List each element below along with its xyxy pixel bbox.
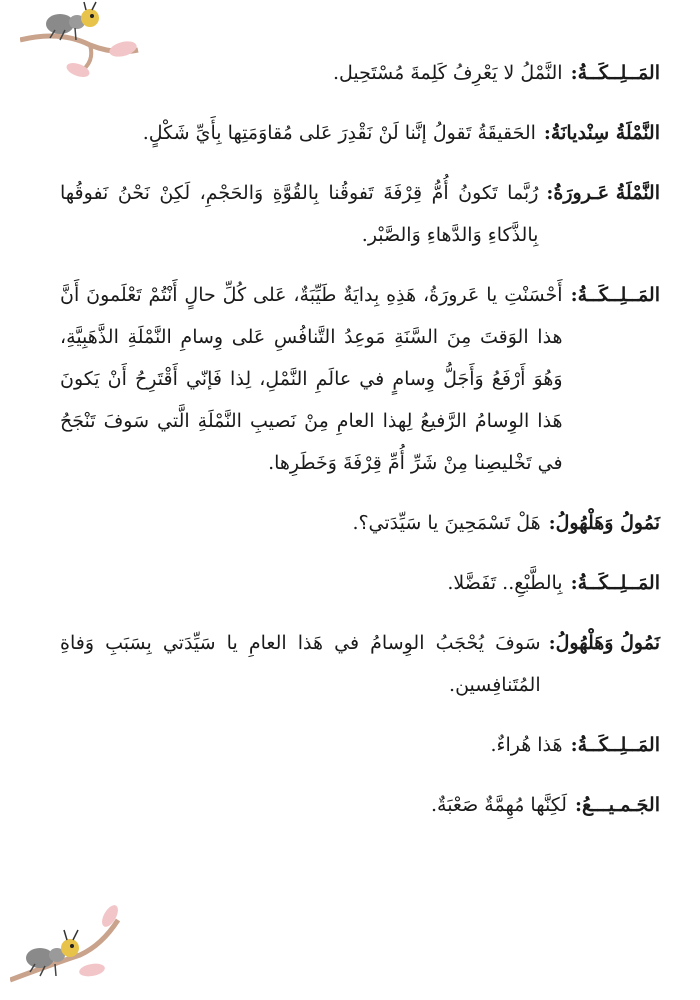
dialogue-turn [60,562,660,604]
ant-on-branch-illustration [10,900,120,990]
dialogue-line: النَّمْلُ لا يَعْرِفُ كَلِمةَ مُسْتَحِيل. [332,62,563,84]
dialogue-line: بِالطَّبْعِ.. تَفَضَّلا. [447,572,563,594]
speaker-name: المَــلِــكَــةُ: [570,284,660,306]
speaker-name: الجَـمـيـــعُ: [574,794,660,816]
dialogue-line: هَذا هُراءٌ. [490,734,563,756]
speaker-name: المَــلِــكَــةُ: [570,734,660,756]
dialogue-turn [60,622,660,706]
speaker-name: نَمُولُ وَهَلْهُولُ: [548,512,660,534]
dialogue-turn [60,724,660,766]
speaker-name: النَّمْلَةُ سِنْديانَةُ: [543,122,660,144]
speaker-name: نَمُولُ وَهَلْهُولُ: [548,632,660,654]
speaker-name: المَــلِــكَــةُ: [570,572,660,594]
dialogue-turn [60,52,660,94]
play-dialogue [60,52,660,844]
speaker-name: المَــلِــكَــةُ: [570,62,660,84]
dialogue-turn [60,274,660,484]
dialogue-line: أَحْسَنْتِ يا عَرورَةُ، هَذِهِ بِدايَةٌ طَيِّبَةٌ، عَلى كُلِّ حالٍ أَنْتُمْ تَعْلَمونَ أَنَّ هذا الوَقتَ مِنَ السَّنَةِ مَوعِدُ التَّنافُسِ عَلى وِسامِ النَّمْلَةِ الذَّهَبِيَّةِ، وَهُوَ أَرْفَعُ وَأَجَلُّ وِسامٍ في عالَمِ النَّمْلِ، لِذا فَإنّي أَقْتَرِحُ أَنْ يَكونَ هَذا الوِسامُ الرَّفيعُ لِهذا العامِ مِنْ نَصيبِ النَّمْلَةِ الَّتي سَوفَ تَنْجَحُ في تَخْليصِنا مِنْ شَرِّ أُمِّ قِرْفَةَ وَخَطَرِها. [60,284,563,474]
dialogue-line: رُبَّما تَكونُ أُمُّ قِرْفَةَ تَفوقُنا بِالقُوَّةِ وَالحَجْمِ، لَكِنْ نَحْنُ نَفوقُها بِالذَّكاءِ وَالدَّهاءِ وَالصَّبْر. [60,182,539,246]
speaker-name: النَّمْلَةُ عَـرورَةُ: [546,182,660,204]
dialogue-line: سَوفَ يُحْجَبُ الوِسامُ في هَذا العامِ يا سَيِّدَتي بِسَبَبِ وَفاةِ المُتَنافِسين. [60,632,541,696]
dialogue-line: هَلْ تَسْمَحِينَ يا سَيِّدَتي؟. [352,512,541,534]
dialogue-turn [60,112,660,154]
dialogue-line: لَكِنَّها مُهِمَّةٌ صَعْبَةٌ. [430,794,567,816]
dialogue-turn [60,502,660,544]
dialogue-line: الحَقيقَةُ تَقولُ إنَّنا لَنْ نَقْدِرَ عَلى مُقاوَمَتِها بِأَيِّ شَكْلٍ. [142,122,536,144]
dialogue-turn [60,172,660,256]
dialogue-turn [60,784,660,826]
